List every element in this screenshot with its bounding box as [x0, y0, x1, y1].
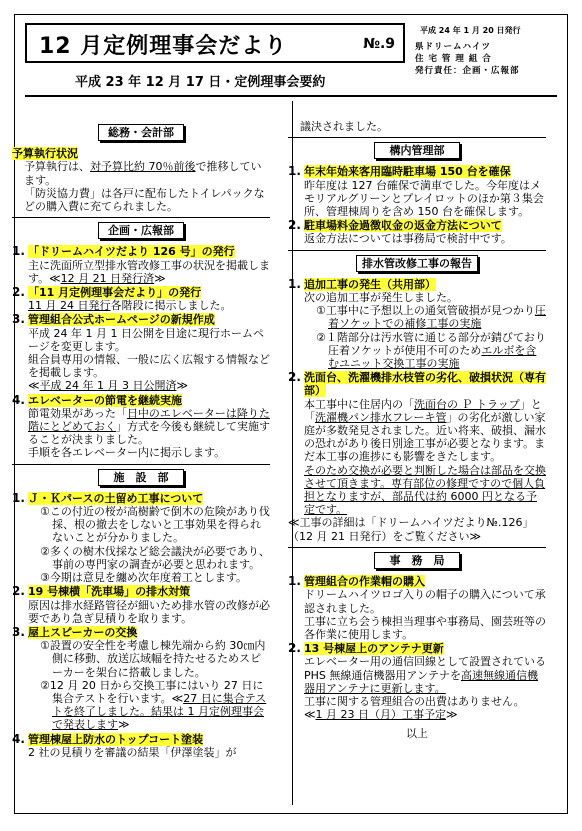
text: 昨年度は 127 台確保で満車でした。今年度はメモリアルグリーンとプレイロットのほか第３集会所、管理棟周りを含め 150 台を確保します。 [304, 178, 544, 219]
text: 次の追加工事が発生しました。 [304, 291, 458, 305]
text: ≫ [446, 708, 458, 722]
item-heading: 管理組合の作業帽の購入 [304, 575, 425, 589]
publisher-line: 住 宅 管 理 組 合 [415, 54, 492, 64]
text: ≫ [154, 271, 166, 285]
list-item: 4. エレベーターの節電を継続実施 節電効果があった「日中のエレベーターは降りた階にとどめておく」方式を今後も継続して実施することが決まりました。 手順を各エレベーター内に掲示します。 [12, 392, 270, 460]
section-header-general: 総務・会計部 [98, 124, 184, 141]
list-item: 3. 屋上スピーカーの交換 ①設置の安全性を考慮し棟先端から約 30㎝内側に移動、放送広域幅を持たせるためスピーカーを架台に搭載しました。 ②12 月 20 日から交換工事にはいり 27 日に集合テストを行います。≪27 日に集合テストを終了しました。結果は 1 月定例理事会で発表します≫ [12, 626, 270, 732]
text: ①工事中に予想以上の通気管破損が見つかり [316, 304, 535, 318]
section-divider [288, 137, 546, 138]
text: 高速無線通信機器用アンテナに更新します。 [304, 668, 538, 695]
list-item: 2. 洗面台、洗濯機排水枝管の劣化、破損状況（専有部） 本工事中に住居内の「洗面台の Ｐ トラップ」と「洗濯機パン排水フレーキ管」の劣化が激しい家庭が多数発見されました。近い将来、破損、漏水の恐れがあり後日別途工事が必要となります。まだ本工事の進捗にも影響をきたします。 そのため交換が必要と判断した場合は部品を交換させて頂きます。専有部位の修理ですので個人負担となりますが、部品代は約 6000 円となる予定です。 [288, 370, 546, 517]
text: ≫ [176, 379, 189, 393]
list-item: 2. 13 号棟屋上のアンテナ更新 エレベーター用の通信回線として設置されている PHS 無線通信機器用アンテナを高速無線通信機器用アンテナに更新します。 工事に関する管理組合の出費はありません。 ≪1 月 23 日（月）工事予定≫ [288, 641, 546, 722]
text: 12 月 21 日発行済 [60, 271, 155, 285]
item-heading: 年末年始来客用臨時駐車場 150 台を確保 [304, 165, 511, 179]
subtitle: 平成 23 年 12 月 17 日・定例理事会要約 [75, 75, 326, 90]
text: ドリームハイツロゴ入りの帽子の購入について承認されました。 [304, 588, 546, 615]
text: 「防災協力費」は各戸に配布したトイレパックなどの購入費に充てられました。 [24, 186, 265, 214]
text: 洗面台の Ｐ トラップ [414, 397, 520, 411]
item-heading: 洗面台、洗濯機排水枝管の劣化、破損状況（専有部） [304, 371, 546, 398]
publisher-line: 県ドリームハイツ [415, 42, 492, 52]
text: 1 月 23 日（月）工事予定 [315, 708, 447, 722]
item-heading: 管理組合公式ホームページの新規作成 [28, 313, 215, 327]
title-box [25, 23, 405, 63]
text: 返金方法については事務局で検討中です。 [304, 232, 512, 246]
text: 原因は排水経路管径が細いため排水管の改修が必要であり急ぎ見積りを取ります。 [28, 598, 270, 625]
section-header-secretariat: 事 務 局 [374, 552, 460, 569]
list-item: 1. 追加工事の発生（共用部） 次の追加工事が発生しました。 ①工事中に予想以上の通気管破損が見つかり圧着ソケットでの補修工事の実施 ②１階部分は汚水管に通じる部分が錆びており圧着ソケットが使用不可のためエルボを含むユニット交換工事の実施 [288, 276, 546, 371]
section-divider [288, 547, 546, 548]
text: 11 月 24 日発行 [28, 299, 111, 313]
text: 」方式を今後も継続して実施することが決まりました。 [28, 420, 270, 447]
text: ②12 月 20 日から交換工事にはいり 27 日に集合テストを行います。≪ [40, 678, 264, 705]
item-heading: 「ドリームハイツだより 126 号」の発行 [28, 245, 235, 259]
text: ≪ [28, 379, 40, 393]
issue-number: №.9 [363, 36, 395, 52]
list-item: 1. Ｊ・Ｋパースの土留め工事について ①この付近の桜が高樹齢で倒木の危険があり伐採、根の撤去をしないと工事効果を得られないことが分かりました。 ②多くの樹木伐採など総会議決が必要であり、事前の専門家の調査が必要と思われます。 ③今期は意見を纏め次年度着工とします。 [12, 490, 270, 585]
text: 対予算比約 70％前後 [90, 160, 196, 174]
list-item: 2. 駐車場料金過徴収金の返金方法について 返金方法については事務局で検討中です。 [288, 218, 512, 246]
text: ≫ [118, 718, 130, 732]
text: ≪ [304, 708, 316, 722]
text: 平成 24 年 1 月 1 日公開を目途に現行ホームページを変更します。 [28, 326, 264, 353]
text: 」と「 [304, 397, 542, 424]
section-header-planning: 企画・広報部 [98, 222, 184, 239]
text: エルボを含むユニット交換工事の実施 [328, 343, 537, 371]
list-item: 2. 「11 月定例理事会だより」の発行 11 月 24 日発行各階段に掲示しました。 [12, 285, 232, 313]
list-item: 1. 年末年始来客用臨時駐車場 150 台を確保 昨年度は 127 台確保で満車でした。今年度はメモリアルグリーンとプレイロットのほか第３集会所、管理棟周りを含め 150 台を確保します。 [288, 164, 544, 219]
text: ①この付近の桜が高樹齢で倒木の危険があり伐採、根の撤去をしないと工事効果を得られないことが分かりました。 [40, 505, 270, 545]
section-header-facilities: 施 設 部 [98, 469, 184, 486]
text: 平成 24 年 1 月 3 日公開済 [39, 379, 177, 393]
publish-date: 平成 24 年 1 月 20 日発行 [420, 26, 521, 35]
item-heading: エレベーターの節電を継続実施 [28, 393, 182, 407]
header-divider [25, 95, 557, 97]
text: そのため交換が必要と判断した場合は部品を交換させて頂きます。専有部位の修理ですので個人負担となりますが、部品代は約 6000 円となる予定です。 [304, 463, 546, 517]
text: エレベーター用の通信回線として設置されている PHS 無線通信機器用アンテナを [304, 655, 546, 682]
item-heading: Ｊ・Ｋパースの土留め工事について [28, 491, 204, 505]
text: 」の劣化が激しい家庭が多数発見されました。近い将来、破損、漏水の恐れがあり後日別途工事が必要となります。まだ本工事の進捗にも影響をきたします。 [304, 410, 546, 464]
right-column [288, 120, 546, 741]
item-heading: 13 号棟屋上のアンテナ更新 [304, 642, 444, 656]
section-general [12, 147, 270, 213]
text: 各階段に掲示しました。 [110, 299, 232, 313]
item-heading: 屋上スピーカーの交換 [28, 625, 138, 639]
section-divider [12, 217, 270, 218]
text: 工事に関する管理組合の出費はありません。 [304, 694, 525, 708]
text: 手順を各エレベーター内に掲示します。 [28, 446, 226, 460]
list-item: 4. 管理棟屋上防水のトップコート塗装 2 社の見積りを審議の結果「伊澤塗装」が [12, 731, 237, 759]
item-heading: 19 号棟横「洗車場」の排水対策 [28, 585, 191, 599]
item-heading: 「11 月定例理事会だより」の発行 [28, 286, 202, 300]
text: 節電効果があった「 [28, 406, 127, 420]
item-heading: 追加工事の発生（共用部） [304, 277, 436, 291]
item-heading: 管理棟屋上防水のトップコート塗装 [28, 732, 204, 746]
text: 27 日に集合テストを終了しました。結果は 1 月定例理事会で発表します [52, 691, 267, 732]
publisher-line: 発行責任：企画・広報部 [415, 66, 520, 76]
publisher-block [415, 41, 520, 77]
text: 圧着ソケットでの補修工事の実施 [328, 304, 546, 331]
left-column [12, 120, 270, 759]
section-header-drainage: 排水管改修工事の報告 [356, 255, 478, 272]
text: 予算執行は、 [24, 160, 90, 174]
text: で推移しています。 [24, 160, 262, 187]
text: ③今期は意見を纏め次年度着工とします。 [40, 571, 247, 585]
list-item: 3. 管理組合公式ホームページの新規作成 平成 24 年 1 月 1 日公開を目途に現行ホームページを変更します。 組合員専用の情報、一般に広く広報する情報などを掲載します。 ≪平成 24 年 1 月 3 日公開済≫ [12, 312, 270, 393]
item-heading: 駐車場料金過徴収金の返金方法について [304, 219, 502, 233]
text: 組合員専用の情報、一般に広く広報する情報などを掲載します。 [28, 353, 270, 380]
text: 洗濯機パン排水フレーキ管 [315, 410, 447, 424]
note: ≪工事の詳細は「ドリームハイツだより№.126」（12 月 21 日発行）をご覧ください≫ [288, 516, 534, 543]
text: 本工事中に住居内の「 [304, 397, 414, 411]
section-divider [12, 464, 270, 465]
text: ②１階部分は汚水管に通じる部分が錆びており圧着ソケットが使用不可のため [316, 330, 546, 357]
text: 議決されました。 [300, 120, 388, 133]
list-item: 1. 管理組合の作業帽の購入 ドリームハイツロゴ入りの帽子の購入について承認されました。 工事に立ち会う棟担当理事や事務局、園芸班等の各作業に使用します。 [288, 574, 546, 641]
text: 工事に立ち会う棟担当理事や事務局、園芸班等の各作業に使用します。 [304, 614, 546, 641]
end-mark: 以上 [406, 727, 428, 741]
section-header-grounds: 構内管理部 [374, 142, 460, 159]
section-divider [288, 250, 546, 251]
text: 2 社の見積りを審議の結果「伊澤塗装」が [28, 745, 237, 759]
item-heading: 予算執行状況 [12, 147, 78, 161]
text: 日中のエレベーターは降りた階にとどめておく [28, 406, 270, 434]
text: 主に洗面所立型排水管改修工事の状況を掲載します。≪ [28, 258, 270, 285]
page-title: 12 月定例理事会だより [39, 34, 288, 59]
list-item: 1. 「ドリームハイツだより 126 号」の発行 主に洗面所立型排水管改修工事の状況を掲載します。≪12 月 21 日発行済≫ [12, 244, 270, 285]
text: ①設置の安全性を考慮し棟先端から約 30㎝内側に移動、放送広域幅を持たせるためスピーカーを架台に搭載しました。 [40, 639, 266, 679]
text: ②多くの樹木伐採など総会議決が必要であり、事前の専門家の調査が必要と思われます。 [40, 544, 270, 571]
list-item: 2. 19 号棟横「洗車場」の排水対策 原因は排水経路管径が細いため排水管の改修が必要であり急ぎ見積りを取ります。 [12, 584, 270, 625]
